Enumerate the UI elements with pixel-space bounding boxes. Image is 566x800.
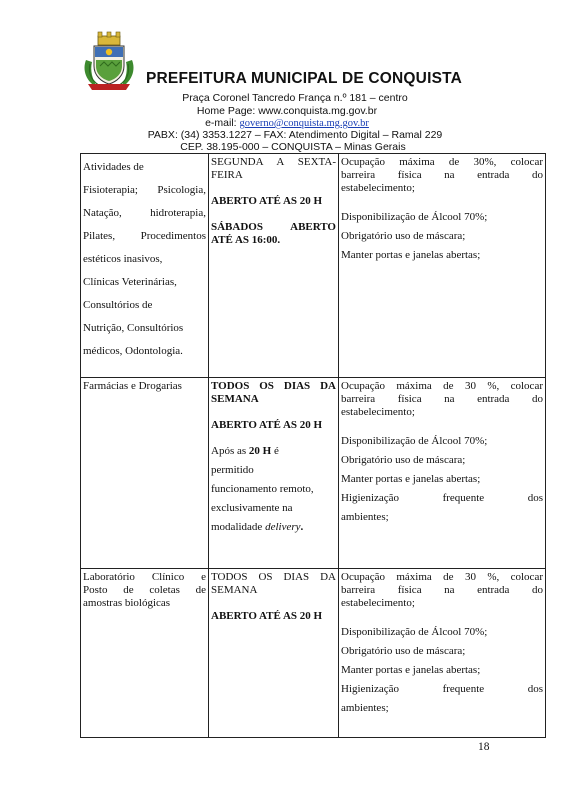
schedule-cell bbox=[209, 154, 339, 378]
page-number: 18 bbox=[478, 741, 490, 753]
address-line: Praça Coronel Tancredo França n.º 181 – centro bbox=[182, 92, 408, 104]
activity-cell bbox=[81, 569, 209, 738]
activity-line: Pilates, Procedimentos bbox=[83, 230, 206, 242]
rule-item: Manter portas e janelas abertas; bbox=[341, 249, 481, 261]
saturday-hours: ATÉ AS 16:00. bbox=[211, 234, 281, 246]
rule-occupancy: Ocupação máxima de 30%, colocar bbox=[341, 156, 543, 168]
rule-item: Obrigatório uso de máscara; bbox=[341, 230, 466, 242]
activity-cell bbox=[81, 378, 209, 569]
email-link[interactable]: governo@conquista.mg.gov.br bbox=[239, 118, 369, 129]
schedule-hours: ABERTO ATÉ AS 20 H bbox=[211, 419, 323, 431]
phone-line: PABX: (34) 3353.1227 – FAX: Atendimento Digital – Ramal 229 bbox=[147, 129, 443, 141]
remote-note-line: modalidade delivery. bbox=[211, 521, 304, 533]
activity-line: Clínicas Veterinárias, bbox=[83, 276, 177, 288]
saturday-label: SÁBADOS ABERTO bbox=[211, 221, 336, 233]
table-row bbox=[81, 378, 546, 569]
rule-item: Disponibilização de Álcool 70%; bbox=[341, 211, 488, 223]
table-row bbox=[81, 569, 546, 738]
activity-line: Posto de coletas de bbox=[83, 584, 206, 596]
rules-cell bbox=[339, 569, 546, 738]
rule-item: Manter portas e janelas abertas; bbox=[341, 664, 481, 676]
letterhead bbox=[0, 0, 566, 156]
schedule-days-cont: FEIRA bbox=[211, 169, 243, 181]
remote-note-line: permitido bbox=[211, 464, 254, 476]
regulations-table bbox=[80, 153, 546, 738]
rules-cell bbox=[339, 378, 546, 569]
remote-note: Após as 20 H é bbox=[211, 445, 279, 457]
cep-line: CEP. 38.195-000 – CONQUISTA – Minas Gerais bbox=[180, 141, 406, 153]
rules-cell bbox=[339, 154, 546, 378]
rule-establishment: estabelecimento; bbox=[341, 182, 415, 194]
rule-item: Disponibilização de Álcool 70%; bbox=[341, 626, 488, 638]
rule-item: Obrigatório uso de máscara; bbox=[341, 645, 466, 657]
schedule-hours: ABERTO ATÉ AS 20 H bbox=[211, 610, 323, 622]
activity-line: Natação, hidroterapia, bbox=[83, 207, 206, 219]
activity-line: amostras biológicas bbox=[83, 597, 171, 609]
rule-barrier: barreira física na entrada do bbox=[341, 393, 543, 405]
email-line bbox=[4, 117, 566, 129]
schedule-days: TODOS OS DIAS DA bbox=[211, 380, 336, 392]
activity-line: Nutrição, Consultórios bbox=[83, 322, 184, 334]
rule-item: Higienização frequente dos bbox=[341, 683, 543, 695]
activity-line: Fisioterapia; Psicologia, bbox=[83, 184, 206, 196]
coat-of-arms-icon bbox=[78, 30, 140, 92]
schedule-hours: ABERTO ATÉ AS 20 H bbox=[211, 195, 323, 207]
rule-item: ambientes; bbox=[341, 702, 389, 714]
rule-item: Obrigatório uso de máscara; bbox=[341, 454, 466, 466]
municipality-title: PREFEITURA MUNICIPAL DE CONQUISTA bbox=[146, 70, 463, 87]
remote-note-line: funcionamento remoto, bbox=[211, 483, 314, 495]
activity-line: médicos, Odontologia. bbox=[83, 345, 183, 357]
rule-occupancy: Ocupação máxima de 30 %, colocar bbox=[341, 380, 543, 392]
rule-item: Disponibilização de Álcool 70%; bbox=[341, 435, 488, 447]
remote-note-line: exclusivamente na bbox=[211, 502, 293, 514]
rule-item: Higienização frequente dos bbox=[341, 492, 543, 504]
activity-line: Atividades de bbox=[83, 161, 144, 173]
rule-establishment: estabelecimento; bbox=[341, 406, 415, 418]
rule-occupancy: Ocupação máxima de 30 %, colocar bbox=[341, 571, 543, 583]
homepage-line: Home Page: www.conquista.mg.gov.br bbox=[196, 105, 378, 117]
email-label: e-mail: bbox=[205, 117, 240, 129]
schedule-days-cont: SEMANA bbox=[211, 393, 259, 405]
schedule-days-cont: SEMANA bbox=[211, 584, 258, 596]
activity-name: Farmácias e Drogarias bbox=[83, 380, 182, 392]
activity-line: Laboratório Clínico e bbox=[83, 571, 206, 583]
schedule-days: SEGUNDA A SEXTA- bbox=[211, 156, 336, 168]
schedule-cell bbox=[209, 378, 339, 569]
schedule-days: TODOS OS DIAS DA bbox=[211, 571, 336, 583]
table-row bbox=[81, 154, 546, 378]
activity-line: estéticos inasivos, bbox=[83, 253, 163, 265]
schedule-cell bbox=[209, 569, 339, 738]
rule-establishment: estabelecimento; bbox=[341, 597, 415, 609]
activity-line: Consultórios de bbox=[83, 299, 153, 311]
rule-barrier: barreira física na entrada do bbox=[341, 584, 543, 596]
rule-barrier: barreira física na entrada do bbox=[341, 169, 543, 181]
rule-item: ambientes; bbox=[341, 511, 389, 523]
rule-item: Manter portas e janelas abertas; bbox=[341, 473, 481, 485]
activity-cell bbox=[81, 154, 209, 378]
